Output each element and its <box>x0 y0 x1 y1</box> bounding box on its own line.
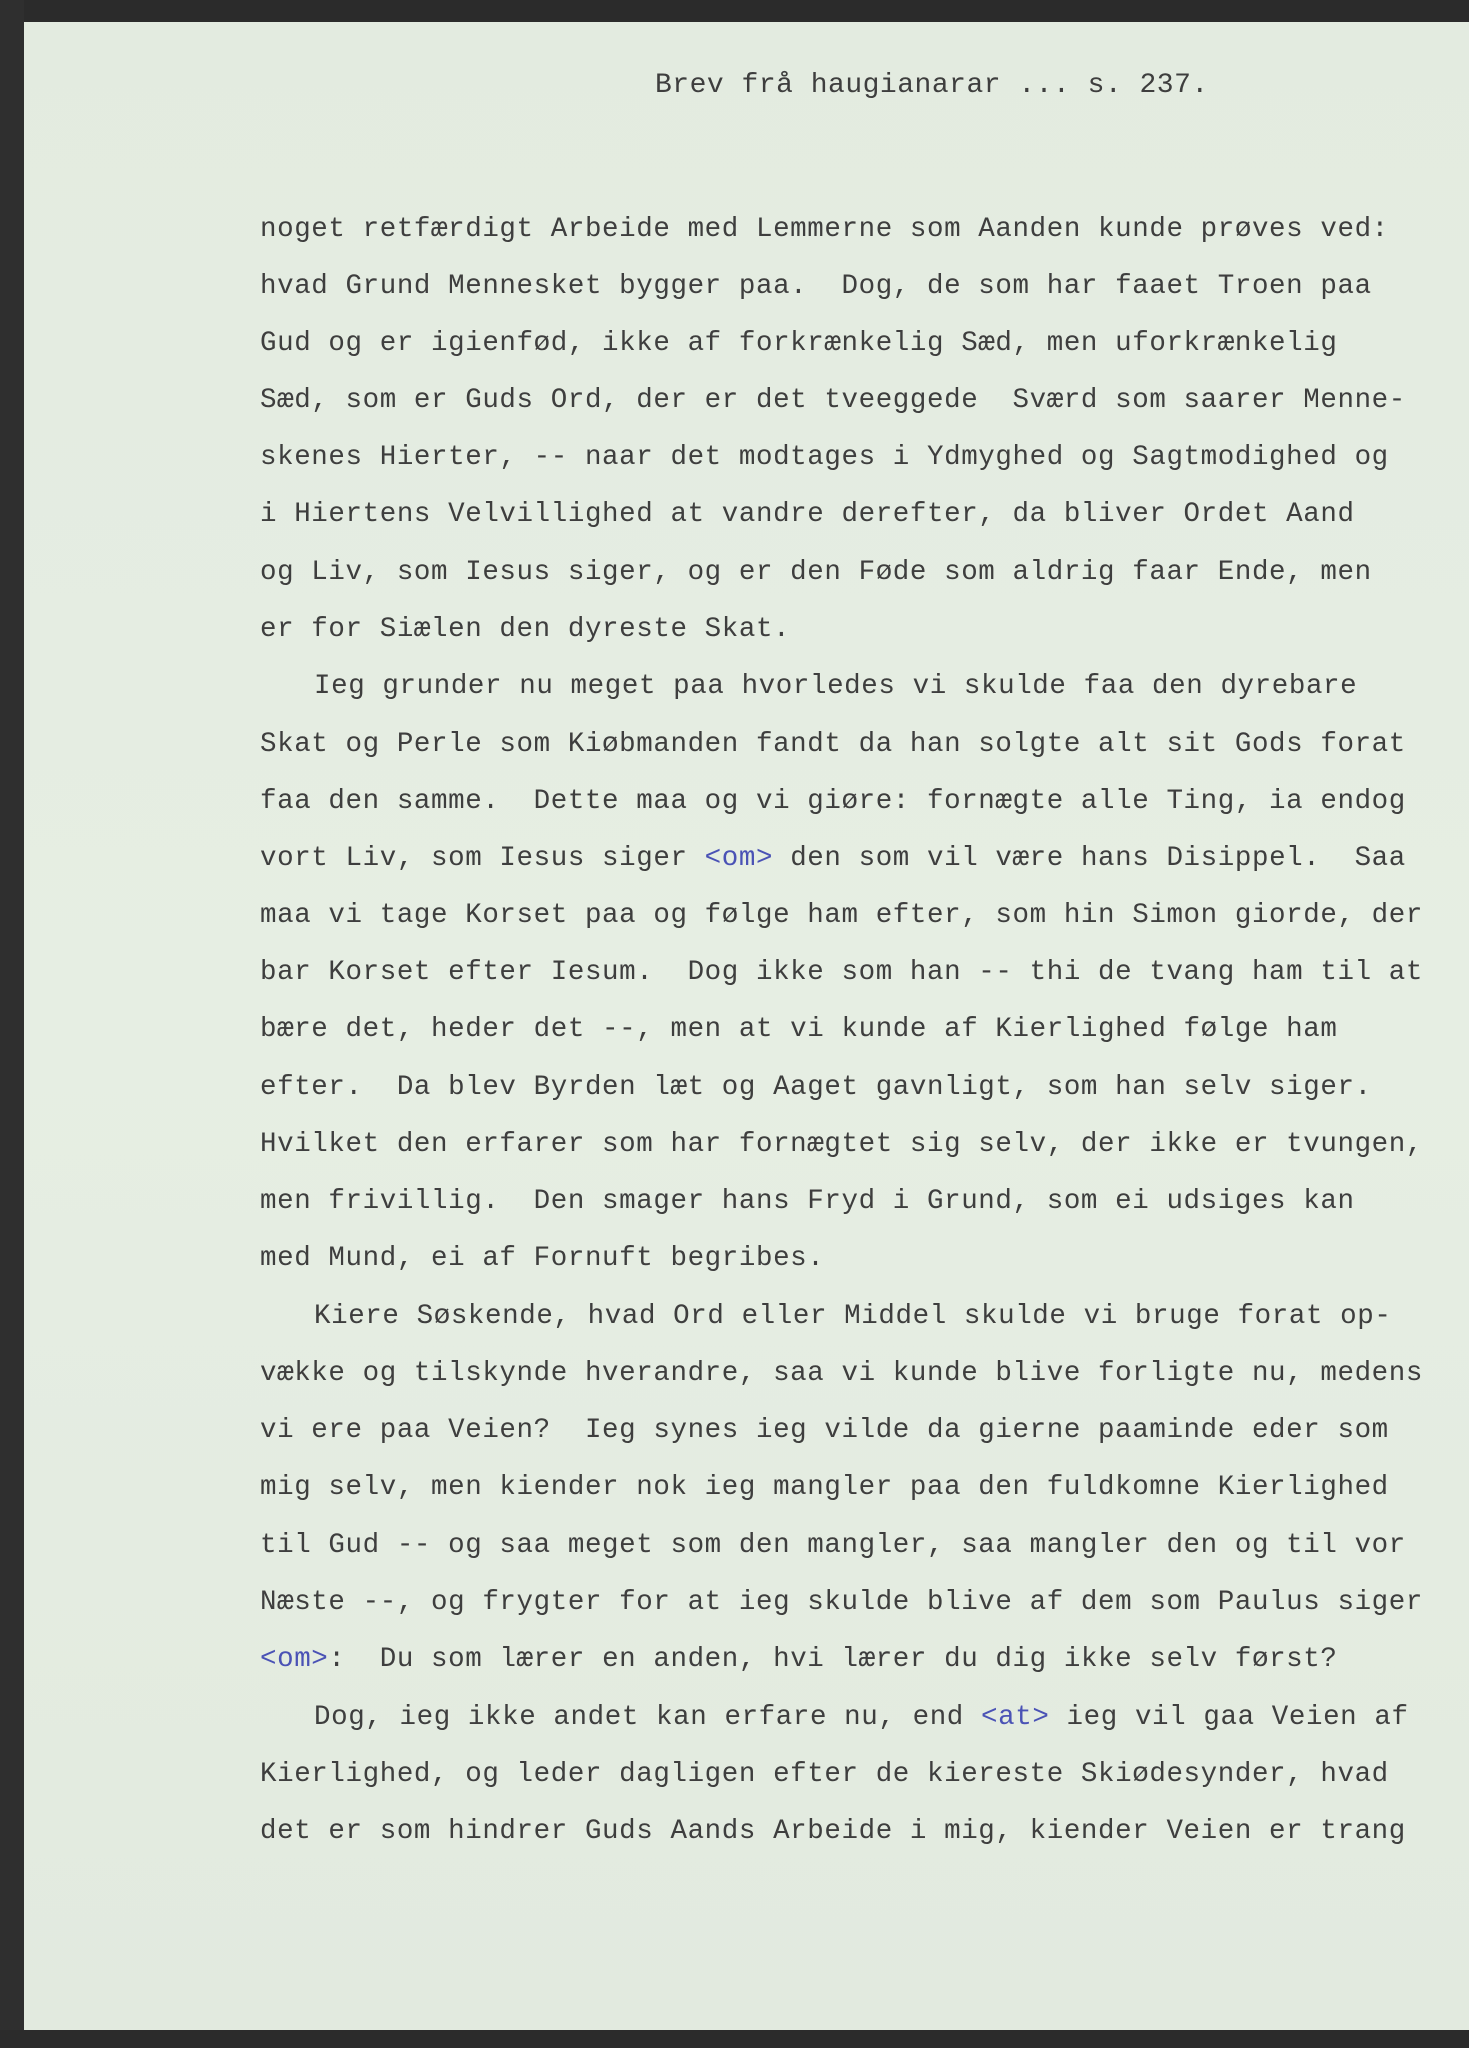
text-line-21: vække og tilskynde hverandre, saa vi kunde blive forligte nu, medens <box>260 1358 1423 1389</box>
text-line-5: skenes Hierter, -- naar det modtages i Ydmyghed og Sagtmodighed og <box>260 442 1389 473</box>
text-line-8: er for Siælen den dyreste Skat. <box>260 614 791 645</box>
line-27-text: Dog, ieg ikke andet kan erfare nu, end <box>314 1702 982 1733</box>
text-line-3: Gud og er igienfød, ikke af forkrænkelig Sæd, men uforkrænkelig <box>260 328 1338 359</box>
text-line-10: Skat og Perle som Kiøbmanden fandt da han solgte alt sit Gods forat <box>260 729 1406 760</box>
text-line-17: Hvilket den erfarer som har fornægtet sig selv, der ikke er tvungen, <box>260 1129 1423 1160</box>
text-line-23: mig selv, men kiender nok ieg mangler paa den fuldkomne Kierlighed <box>260 1472 1389 1503</box>
text-line-19: med Mund, ei af Fornuft begribes. <box>260 1243 825 1274</box>
text-line-20: Kiere Søskende, hvad Ord eller Middel skulde vi bruge forat op- <box>314 1301 1392 1332</box>
text-line-13: maa vi tage Korset paa og følge ham efter, som hin Simon giorde, der <box>260 900 1423 931</box>
line-27-tail: ieg vil gaa Veien af <box>1049 1702 1409 1733</box>
text-line-29: det er som hindrer Guds Aands Arbeide i mig, kiender Veien er trang <box>260 1816 1406 1847</box>
text-line-28: Kierlighed, og leder dagligen efter de kiereste Skiødesynder, hvad <box>260 1759 1389 1790</box>
text-line-26 <box>260 1644 1337 1675</box>
text-line-11: faa den samme. Dette maa og vi giøre: fornægte alle Ting, ia endog <box>260 786 1406 817</box>
text-line-7: og Liv, som Iesus siger, og er den Føde som aldrig faar Ende, men <box>260 557 1372 588</box>
text-line-24: til Gud -- og saa meget som den mangler, saa mangler den og til vor <box>260 1530 1406 1561</box>
text-line-14: bar Korset efter Iesum. Dog ikke som han -- thi de tvang ham til at <box>260 957 1423 988</box>
line-12-text: vort Liv, som Iesus siger <box>260 843 705 874</box>
text-line-9: Ieg grunder nu meget paa hvorledes vi skulde faa den dyrebare <box>314 671 1358 702</box>
text-line-12 <box>260 843 1406 874</box>
text-line-2: hvad Grund Mennesket bygger paa. Dog, de som har faaet Troen paa <box>260 271 1372 302</box>
line-12-tail: den som vil være hans Disippel. Saa <box>773 843 1406 874</box>
text-line-27 <box>314 1702 1409 1733</box>
text-line-6: i Hiertens Velvillighed at vandre derefter, da bliver Ordet Aand <box>260 499 1355 530</box>
editorial-insert: <at> <box>981 1702 1050 1733</box>
text-line-1: noget retfærdigt Arbeide med Lemmerne som Aanden kunde prøves ved: <box>260 214 1389 245</box>
line-26-tail: : Du som lærer en anden, hvi lærer du dig ikke selv først? <box>328 1644 1338 1675</box>
text-line-25: Næste --, og frygter for at ieg skulde blive af dem som Paulus siger <box>260 1587 1423 1618</box>
text-line-4: Sæd, som er Guds Ord, der er det tveeggede Sværd som saarer Menne- <box>260 385 1406 416</box>
text-line-18: men frivillig. Den smager hans Fryd i Grund, som ei udsiges kan <box>260 1186 1355 1217</box>
text-line-22: vi ere paa Veien? Ieg synes ieg vilde da gierne paaminde eder som <box>260 1415 1389 1446</box>
text-line-15: bære det, heder det --, men at vi kunde af Kierlighed følge ham <box>260 1014 1338 1045</box>
editorial-insert: <om> <box>704 843 774 874</box>
page-header: Brev frå haugianarar ... s. 237. <box>655 70 1209 101</box>
editorial-insert: <om> <box>260 1644 329 1675</box>
text-line-16: efter. Da blev Byrden læt og Aaget gavnligt, som han selv siger. <box>260 1072 1372 1103</box>
